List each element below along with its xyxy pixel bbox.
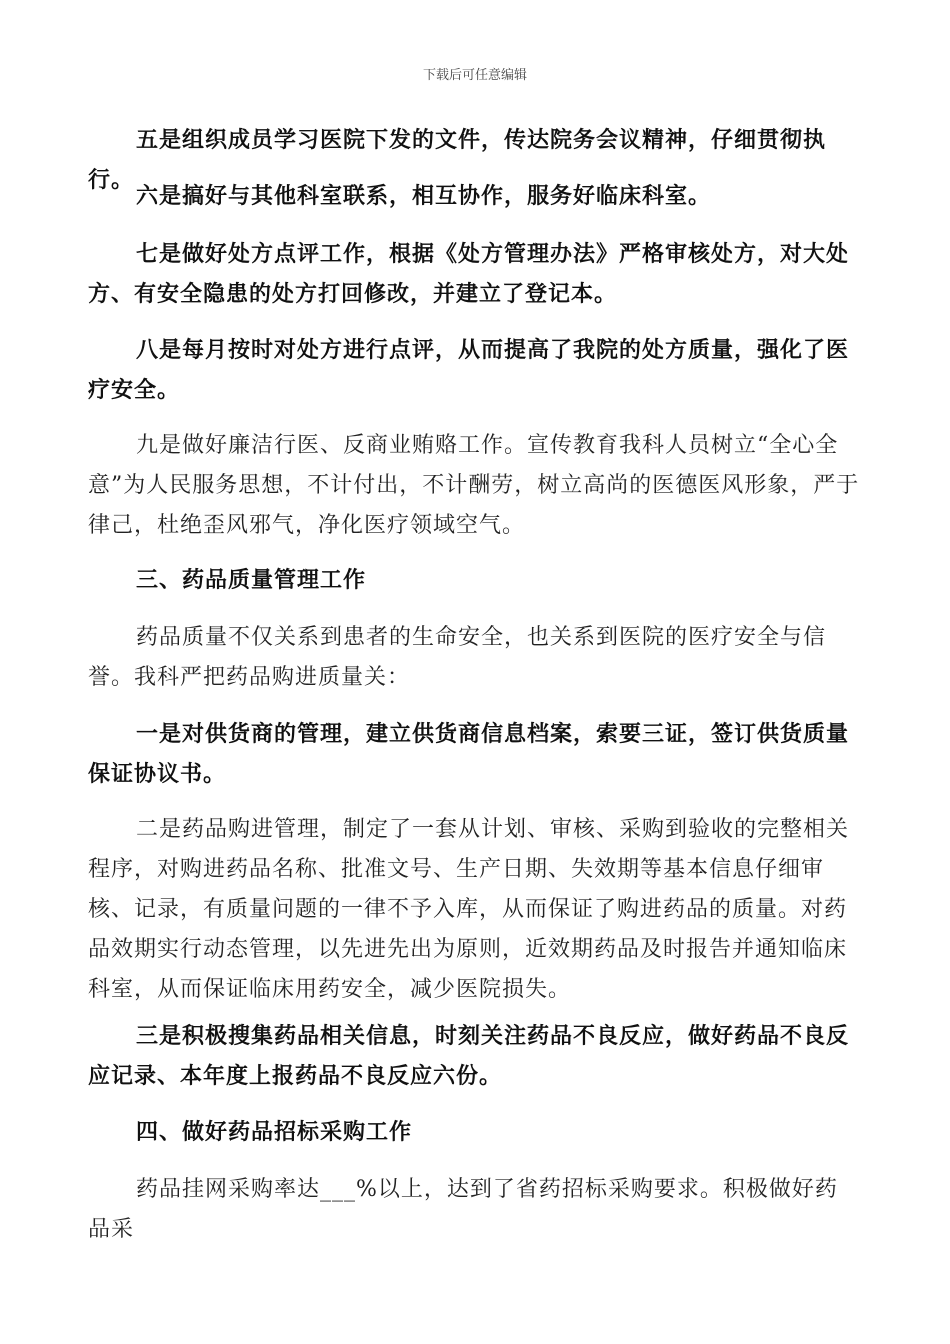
page-header: 下载后可任意编辑 xyxy=(422,68,527,83)
paragraph-item-9: 九是做好廉洁行医、反商业贿赂工作。宣传教育我科人员树立“全心全意”为人民服务思想，不计付出，不计酬劳，树立高尚的医德医风形象，严于律己，杜绝歪风邪气，净化医疗领域空气。 xyxy=(88,433,860,538)
paragraph-procurement: 药品挂网采购率达___%以上，达到了省药招标采购要求。积极做好药品采 xyxy=(88,1177,838,1242)
paragraph-item-7: 七是做好处方点评工作，根据《处方管理办法》严格审核处方，对大处方、有安全隐患的处方打回修改，并建立了登记本。 xyxy=(88,241,850,307)
paragraph-item-3: 三是积极搜集药品相关信息，时刻关注药品不良反应，做好药品不良反应记录、本年度上报药品不良反应六份。 xyxy=(88,1023,850,1089)
paragraph-item-2: 二是药品购进管理，制定了一套从计划、审核、采购到验收的完整相关程序，对购进药品名称、批准文号、生产日期、失效期等基本信息仔细审核、记录，有质量问题的一律不予入库，从而保证了购进药品的质量。对药品效期实行动态管理，以先进先出为原则，近效期药品及时报告并通知临床科室，从而保证临床用药安全，减少医院损失。 xyxy=(88,817,850,1002)
paragraph-item-5: 五是组织成员学习医院下发的文件，传达院务会议精神，仔细贯彻执行。 xyxy=(88,127,827,193)
paragraph-quality-intro: 药品质量不仅关系到患者的生命安全，也关系到医院的医疗安全与信誉。我科严把药品购进质量关： xyxy=(88,625,827,690)
paragraph-item-8: 八是每月按时对处方进行点评，从而提高了我院的处方质量，强化了医疗安全。 xyxy=(88,337,850,403)
section-heading-3: 三、药品质量管理工作 xyxy=(136,567,367,593)
paragraph-item-1: 一是对供货商的管理，建立供货商信息档案，索要三证，签订供货质量保证协议书。 xyxy=(88,721,850,787)
section-heading-4: 四、做好药品招标采购工作 xyxy=(136,1119,413,1145)
paragraph-item-6: 六是搞好与其他科室联系，相互协作，服务好临床科室。 xyxy=(136,183,712,209)
